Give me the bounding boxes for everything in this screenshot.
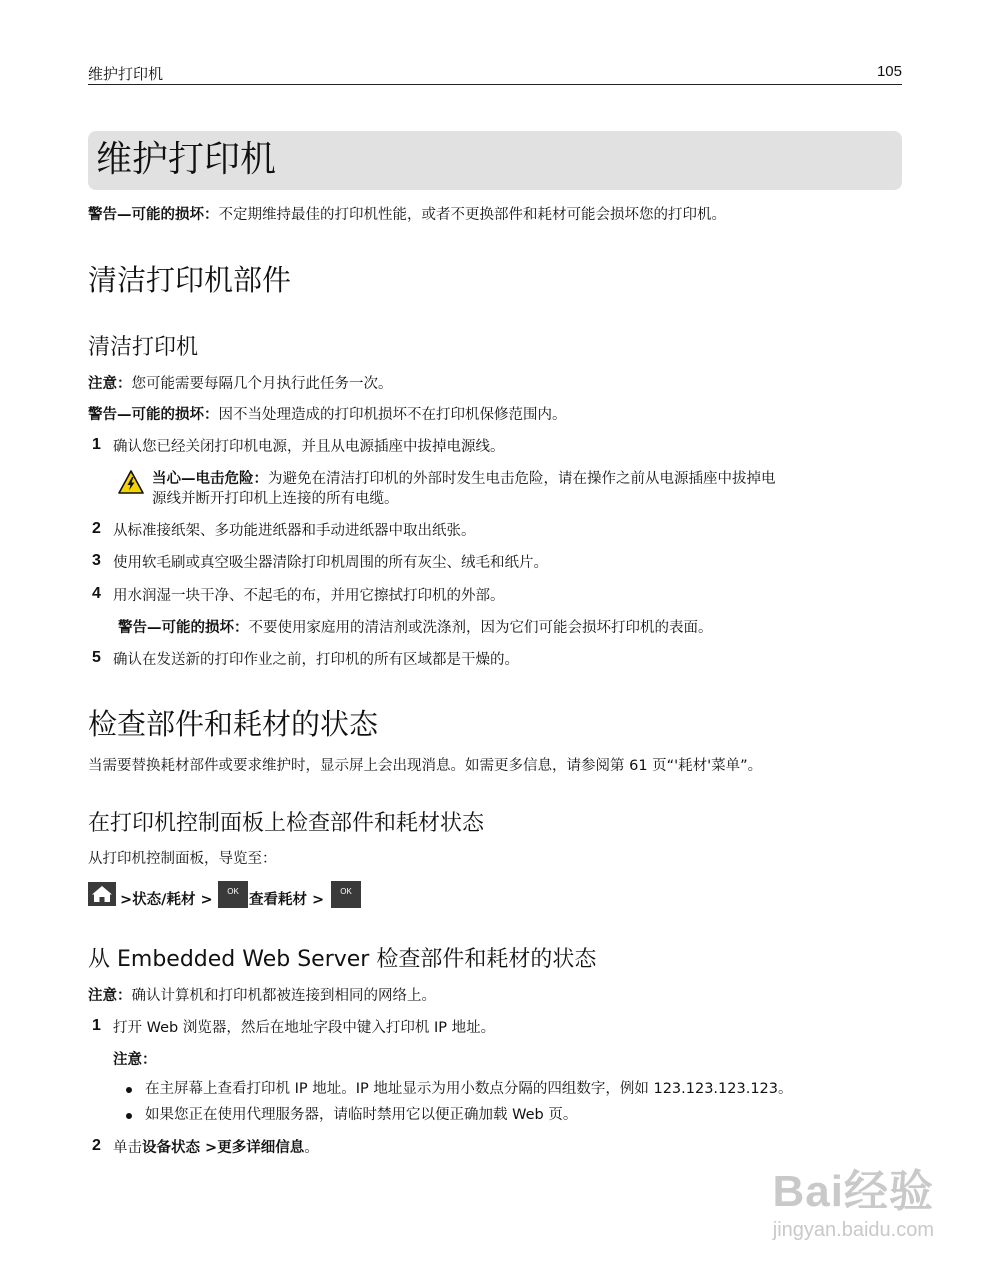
step-number: 3	[92, 552, 101, 569]
note-text: 确认计算机和打印机都被连接到相同的网络上。	[131, 988, 436, 1004]
step-text: 打开 Web 浏览器，然后在地址字段中键入打印机 IP 地址。	[113, 1020, 496, 1036]
step-text: 从标准接纸架、多功能进纸器和手动进纸器中取出纸张。	[113, 523, 476, 539]
step-text: 用水润湿一块干净、不起毛的布，并用它擦拭打印机的外部。	[113, 588, 505, 604]
warning-text: 因不当处理造成的打印机损坏不在打印机保修范围内。	[218, 407, 567, 423]
ok-button[interactable]: OK	[218, 881, 248, 908]
ok-button[interactable]: OK	[331, 881, 361, 908]
warning-label: 警告—可能的损坏：	[88, 207, 219, 223]
caution-electric-line2: 源线并断开打印机上连接的所有电缆。	[152, 491, 399, 507]
warning-label: 警告—可能的损坏：	[118, 620, 249, 636]
page-number: 105	[876, 63, 902, 80]
step-text: 确认您已经关闭打印机电源，并且从电源插座中拔掉电源线。	[113, 439, 505, 455]
bullet-text: 在主屏幕上查看打印机 IP 地址。IP 地址显示为用小数点分隔的四组数字，例如 123.123.123.123。	[145, 1081, 793, 1097]
step-text: 使用软毛刷或真空吸尘器清除打印机周围的所有灰尘、绒毛和纸片。	[113, 555, 548, 571]
intro-warning	[88, 205, 726, 225]
running-header-section: 维护打印机	[88, 65, 164, 83]
header-divider	[88, 84, 902, 85]
step-text: 确认在发送新的打印作业之前，打印机的所有区域都是干燥的。	[113, 652, 519, 668]
warning-text: 不要使用家庭用的清洁剂或洗涤剂，因为它们可能会损坏打印机的表面。	[248, 620, 713, 636]
baidu-jingyan-watermark	[773, 1155, 934, 1242]
caution-text: 为避免在清洁打印机的外部时发生电击危险，请在操作之前从电源插座中拔掉电	[268, 471, 776, 487]
step-number: 2	[92, 520, 101, 537]
bullet-dot	[126, 1113, 132, 1119]
step-number: 4	[92, 585, 101, 602]
step-number: 1	[92, 1017, 101, 1034]
step-number: 1	[92, 436, 101, 453]
watermark-logo-text: Bai经验	[772, 1167, 934, 1216]
note-ews	[88, 986, 436, 1006]
step-number: 2	[92, 1137, 101, 1154]
subheading-control-panel: 在打印机控制面板上检查部件和耗材状态	[88, 811, 485, 836]
warning-text: 不定期维持最佳的打印机性能，或者不更换部件和耗材可能会损坏您的打印机。	[218, 207, 726, 223]
warning-label: 警告—可能的损坏：	[88, 407, 219, 423]
step-text-prefix: 单击	[113, 1140, 142, 1156]
bullet-dot	[126, 1087, 132, 1093]
step-number: 5	[92, 649, 101, 666]
home-icon	[88, 882, 116, 906]
subheading-clean-printer: 清洁打印机	[88, 335, 199, 360]
step4-warning	[118, 618, 713, 638]
note-text: 您可能需要每隔几个月执行此任务一次。	[131, 376, 393, 392]
page-title: 维护打印机	[96, 139, 277, 180]
electric-hazard-icon	[118, 470, 144, 494]
sub-note-label: 注意：	[113, 1052, 157, 1068]
watermark-url: jingyan.baidu.com	[772, 1219, 934, 1241]
home-button[interactable]	[88, 882, 116, 906]
step-text-menu-path: 设备状态 >更多详细信息	[142, 1140, 305, 1156]
section-heading-status: 检查部件和耗材的状态	[88, 707, 379, 741]
note-label: 注意：	[88, 988, 132, 1004]
nav-path-view-supplies: 查看耗材 >	[249, 892, 325, 908]
control-panel-text: 从打印机控制面板，导览至：	[88, 851, 277, 867]
caution-label: 当心—电击危险：	[152, 471, 268, 487]
step-text-suffix: 。	[304, 1140, 319, 1156]
caution-electric-line1	[152, 469, 776, 489]
note-label: 注意：	[88, 376, 132, 392]
subheading-embedded-web-server: 从 Embedded Web Server 检查部件和耗材的状态	[88, 947, 597, 972]
nav-path-status-supplies: >状态/耗材 >	[120, 892, 213, 908]
warning-clean	[88, 405, 567, 425]
bullet-text: 如果您正在使用代理服务器，请临时禁用它以便正确加载 Web 页。	[145, 1107, 578, 1123]
note-clean	[88, 374, 393, 394]
section-heading-clean: 清洁打印机部件	[88, 263, 292, 297]
step-text	[113, 1138, 319, 1158]
status-intro: 当需要替换耗材部件或要求维护时，显示屏上会出现消息。如需更多信息，请参阅第 61 页“'耗材'菜单”。	[88, 758, 763, 774]
